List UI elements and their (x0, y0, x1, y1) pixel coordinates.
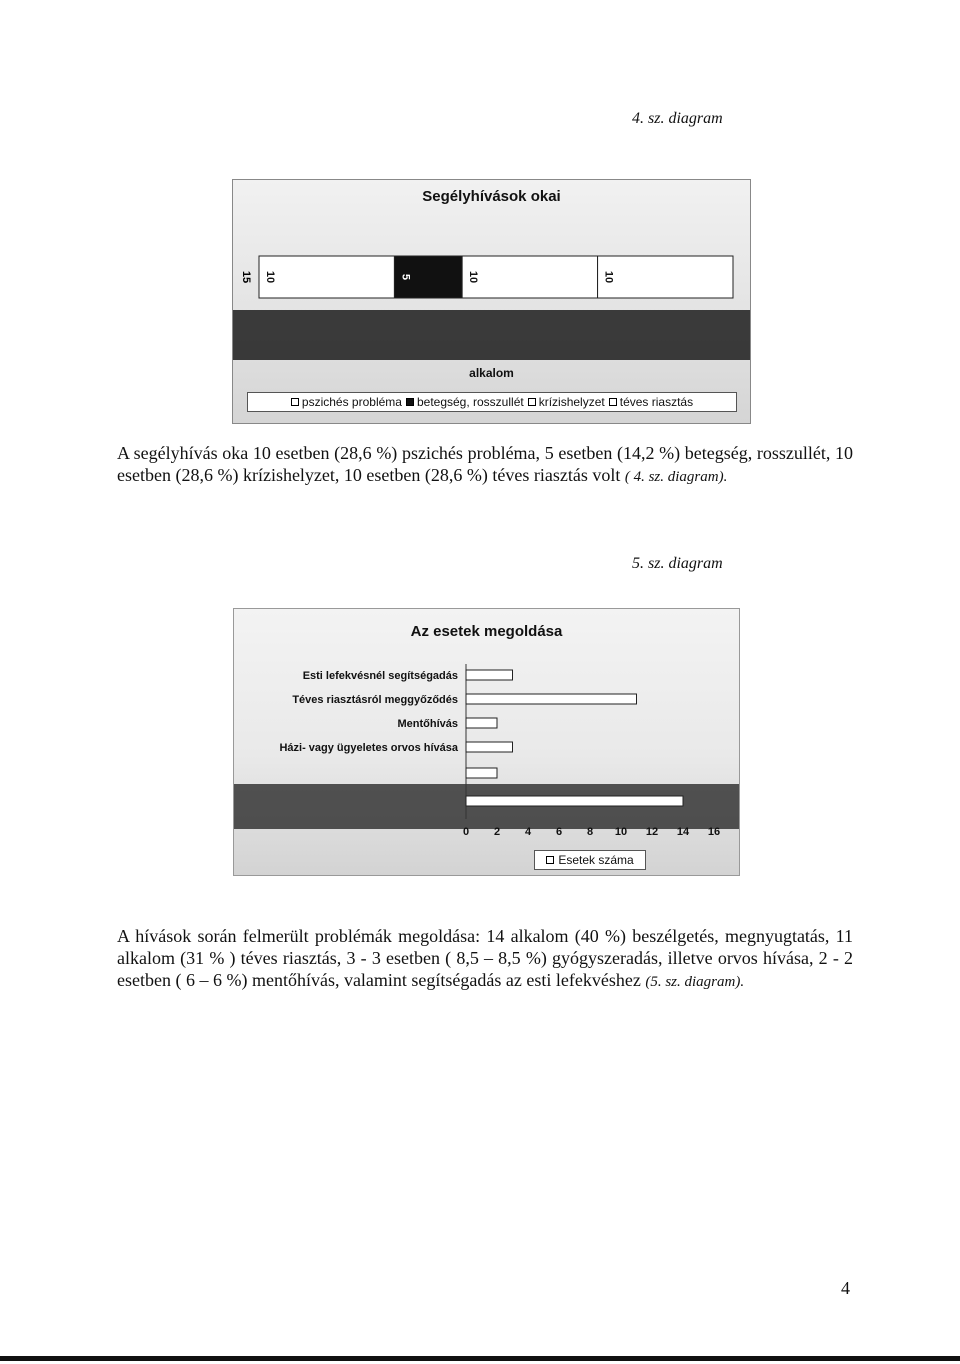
data-label: 5 (399, 273, 412, 281)
data-label: 10 (264, 270, 276, 284)
x-tick-label: 12 (645, 826, 659, 838)
bar (466, 768, 497, 778)
legend-item (528, 395, 605, 409)
category-label: Esti lefekvésnél segítségadás (302, 670, 458, 682)
paragraph-1-text: A segélyhívás oka 10 esetben (28,6 %) pszichés probléma, 5 esetben (14,2 %) betegség, rosszullét, 10 esetben (28,6 %) krízishelyzet, 10 esetben (28,6 %) téves riasztás volt (117, 443, 853, 485)
paragraph-2-text: A hívások során felmerült problémák megoldása: 14 alkalom (40 %) beszélgetés, megnyugtatás, 11 alkalom (31 % ) téves riasztás, 3 - 3 esetben ( 8,5 – 8,5 %) gyógyszeradás, illetve orvos hívása, 2 - 2 esetben ( 6 – 6 %) mentőhívás, valamint segítségadás az esti lefekvéshez (117, 926, 853, 990)
legend-label: betegség, rosszullét (416, 395, 524, 409)
legend-swatch-icon (291, 398, 299, 406)
legend-swatch-icon (546, 856, 554, 864)
data-label: 10 (602, 270, 615, 284)
chart-2-title: Az esetek megoldása (410, 623, 563, 640)
bar-segment (598, 256, 733, 298)
legend-swatch-icon (406, 398, 414, 406)
legend-label: Esetek száma (558, 853, 634, 867)
chart-1-plot (233, 180, 750, 423)
paragraph-1 (117, 442, 853, 488)
chart-1-legend (247, 392, 737, 412)
legend-label: téves riasztás (619, 395, 694, 409)
legend-label: pszichés probléma (301, 395, 402, 409)
axis-tick-label: 15 (240, 270, 252, 284)
legend-item (406, 395, 524, 409)
legend-label: krízishelyzet (538, 395, 605, 409)
x-tick-label: 14 (676, 826, 690, 838)
legend-swatch-icon (528, 398, 536, 406)
bottom-rule (0, 1356, 960, 1361)
legend-item (291, 395, 402, 409)
x-tick-label: 8 (586, 826, 594, 838)
legend-swatch-icon (609, 398, 617, 406)
legend-item (609, 395, 693, 409)
bar-segment (259, 256, 394, 298)
bar (466, 718, 497, 728)
category-label: Mentőhívás (397, 718, 458, 730)
chart-segelyhivasok-okai (232, 179, 751, 424)
category-label: Házi- vagy ügyeletes orvos hívása (279, 742, 458, 754)
chart-2-legend (534, 850, 646, 870)
chart-1-title: Segélyhívások okai (422, 188, 561, 205)
x-tick-label: 16 (707, 826, 721, 838)
chart-esetek-megoldasa (233, 608, 740, 876)
bar (466, 694, 637, 704)
paragraph-2 (117, 925, 853, 993)
chart-1-xlabel: alkalom (469, 366, 514, 380)
page-number: 4 (841, 1278, 850, 1298)
x-tick-label: 6 (555, 826, 563, 838)
paragraph-1-ref: ( 4. sz. diagram). (624, 469, 728, 485)
diagram-5-caption: 5. sz. diagram (632, 555, 723, 572)
x-tick-label: 10 (614, 826, 628, 838)
x-tick-label: 4 (524, 826, 532, 838)
x-tick-label: 2 (493, 826, 501, 838)
category-label: Téves riasztásról meggyőződés (292, 694, 458, 706)
diagram-4-caption: 4. sz. diagram (632, 110, 723, 127)
data-label: 10 (467, 270, 480, 284)
chart-2-plot (234, 609, 739, 875)
x-tick-label: 0 (462, 826, 470, 838)
bar (466, 796, 683, 806)
bar (466, 670, 513, 680)
bar (466, 742, 513, 752)
paragraph-2-ref: (5. sz. diagram). (645, 974, 745, 990)
bar-segment (462, 256, 597, 298)
dark-band (233, 310, 750, 360)
